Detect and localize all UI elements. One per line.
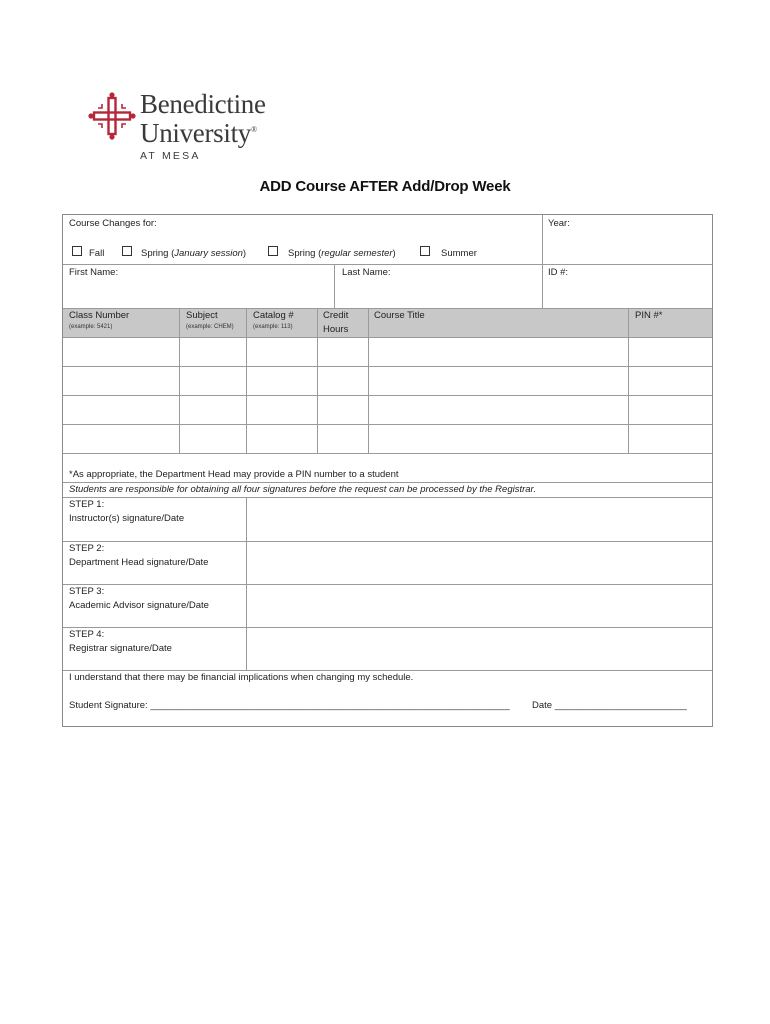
- signature-requirement-note: Students are responsible for obtaining all four signatures before the request can be processed by the Registrar.: [69, 484, 537, 495]
- year-label: Year:: [548, 218, 570, 229]
- column-header-hours: Hours: [323, 324, 349, 335]
- add-course-form: [62, 214, 713, 727]
- step-4-number: STEP 4:: [69, 629, 105, 640]
- column-header-credit: Credit: [323, 310, 349, 321]
- university-name: Benedictine University®: [140, 89, 266, 148]
- subject-example: (example: CHEM): [186, 324, 234, 330]
- column-header-course-title: Course Title: [374, 310, 425, 321]
- fall-checkbox[interactable]: [72, 246, 82, 256]
- pin-note: *As appropriate, the Department Head may provide a PIN number to a student: [69, 469, 399, 480]
- form-title: ADD Course AFTER Add/Drop Week: [259, 178, 511, 195]
- step-2-number: STEP 2:: [69, 543, 105, 554]
- summer-option-label: Summer: [441, 248, 477, 259]
- department-head-signature-field[interactable]: [247, 542, 712, 584]
- fall-option-label: Fall: [89, 248, 105, 259]
- step-1-label: Instructor(s) signature/Date: [69, 513, 185, 524]
- table-row[interactable]: [63, 338, 712, 366]
- last-name-label: Last Name:: [342, 267, 391, 278]
- financial-implications-statement: I understand that there may be financial implications when changing my schedule.: [69, 672, 414, 683]
- student-signature-line[interactable]: Student Signature: ____________________________________________________________________: [69, 700, 510, 711]
- course-changes-label: Course Changes for:: [69, 218, 157, 229]
- column-header-catalog: Catalog #: [253, 310, 294, 321]
- table-row[interactable]: [63, 396, 712, 424]
- registrar-signature-field[interactable]: [247, 628, 712, 670]
- column-header-pin: PIN #*: [635, 310, 663, 321]
- spring-regular-option-label: Spring (regular semester): [288, 248, 396, 259]
- academic-advisor-signature-field[interactable]: [247, 585, 712, 627]
- step-3-label: Academic Advisor signature/Date: [69, 600, 209, 611]
- cross-emblem-icon: [88, 92, 136, 140]
- university-logo: [88, 89, 288, 164]
- instructor-signature-field[interactable]: [247, 498, 712, 541]
- spring-regular-checkbox[interactable]: [268, 246, 278, 256]
- table-row[interactable]: [63, 367, 712, 395]
- first-name-label: First Name:: [69, 267, 119, 278]
- date-line[interactable]: Date _________________________: [532, 700, 687, 711]
- catalog-example: (example: 113): [253, 324, 293, 330]
- step-4-label: Registrar signature/Date: [69, 643, 172, 654]
- column-header-class-number: Class Number: [69, 310, 130, 321]
- spring-january-checkbox[interactable]: [122, 246, 132, 256]
- step-1-number: STEP 1:: [69, 499, 105, 510]
- step-3-number: STEP 3:: [69, 586, 105, 597]
- table-row[interactable]: [63, 425, 712, 453]
- column-header-subject: Subject: [186, 310, 218, 321]
- id-label: ID #:: [548, 267, 569, 278]
- spring-january-option-label: Spring (January session): [141, 248, 247, 259]
- summer-checkbox[interactable]: [420, 246, 430, 256]
- step-2-label: Department Head signature/Date: [69, 557, 209, 568]
- campus-label: AT MESA: [140, 150, 201, 162]
- class-number-example: (example: 5421): [69, 324, 113, 330]
